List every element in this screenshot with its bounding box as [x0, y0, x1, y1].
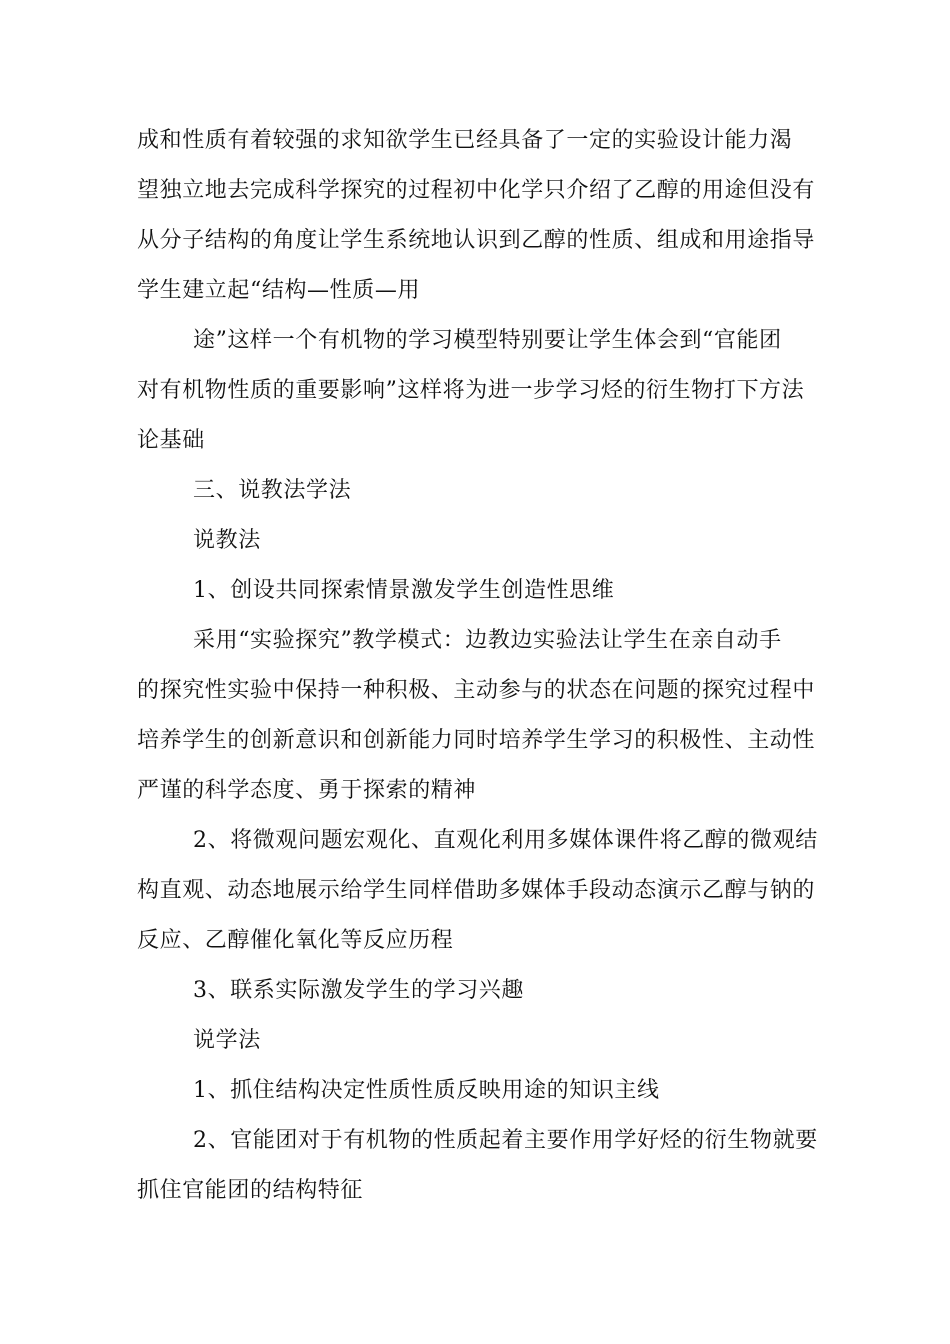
text-line-4: 学生建立起“结构—性质—用 [137, 278, 421, 303]
text-line-22: 抓住官能团的结构特征 [137, 1178, 364, 1203]
subheading-learning-method: 说学法 [193, 1028, 261, 1053]
text-line-13: 培养学生的创新意识和创新能力同时培养学生学习的积极性、主动性 [137, 728, 816, 753]
text-line-12: 的探究性实验中保持一种积极、主动参与的状态在问题的探究过程中 [137, 678, 816, 703]
text-line-5: 途”这样一个有机物的学习模型特别要让学生体会到“官能团 [193, 328, 782, 353]
text-line-6: 对有机物性质的重要影响”这样将为进一步学习烃的衍生物打下方法 [137, 378, 805, 403]
text-line-17: 反应、乙醇催化氧化等反应历程 [137, 928, 454, 953]
list-item-2: 2、将微观问题宏观化、直观化利用多媒体课件将乙醇的微观结 [193, 828, 818, 853]
text-line-16: 构直观、动态地展示给学生同样借助多媒体手段动态演示乙醇与钠的 [137, 878, 816, 903]
text-line-1: 成和性质有着较强的求知欲学生已经具备了一定的实验设计能力渴 [137, 128, 793, 153]
learning-item-1: 1、抓住结构决定性质性质反映用途的知识主线 [193, 1078, 660, 1103]
text-line-3: 从分子结构的角度让学生系统地认识到乙醇的性质、组成和用途指导 [137, 228, 816, 253]
text-line-14: 严谨的科学态度、勇于探索的精神 [137, 778, 477, 803]
list-item-3: 3、联系实际激发学生的学习兴趣 [193, 978, 524, 1003]
text-line-11: 采用“实验探究”教学模式：边教边实验法让学生在亲自动手 [193, 628, 782, 653]
subheading-teaching-method: 说教法 [193, 528, 261, 553]
learning-item-2: 2、官能团对于有机物的性质起着主要作用学好烃的衍生物就要 [193, 1128, 818, 1153]
text-line-7: 论基础 [137, 428, 205, 453]
list-item-1: 1、创设共同探索情景激发学生创造性思维 [193, 578, 615, 603]
document-body [137, 116, 818, 1216]
text-line-2: 望独立地去完成科学探究的过程初中化学只介绍了乙醇的用途但没有 [137, 178, 816, 203]
section-heading: 三、说教法学法 [193, 478, 352, 503]
